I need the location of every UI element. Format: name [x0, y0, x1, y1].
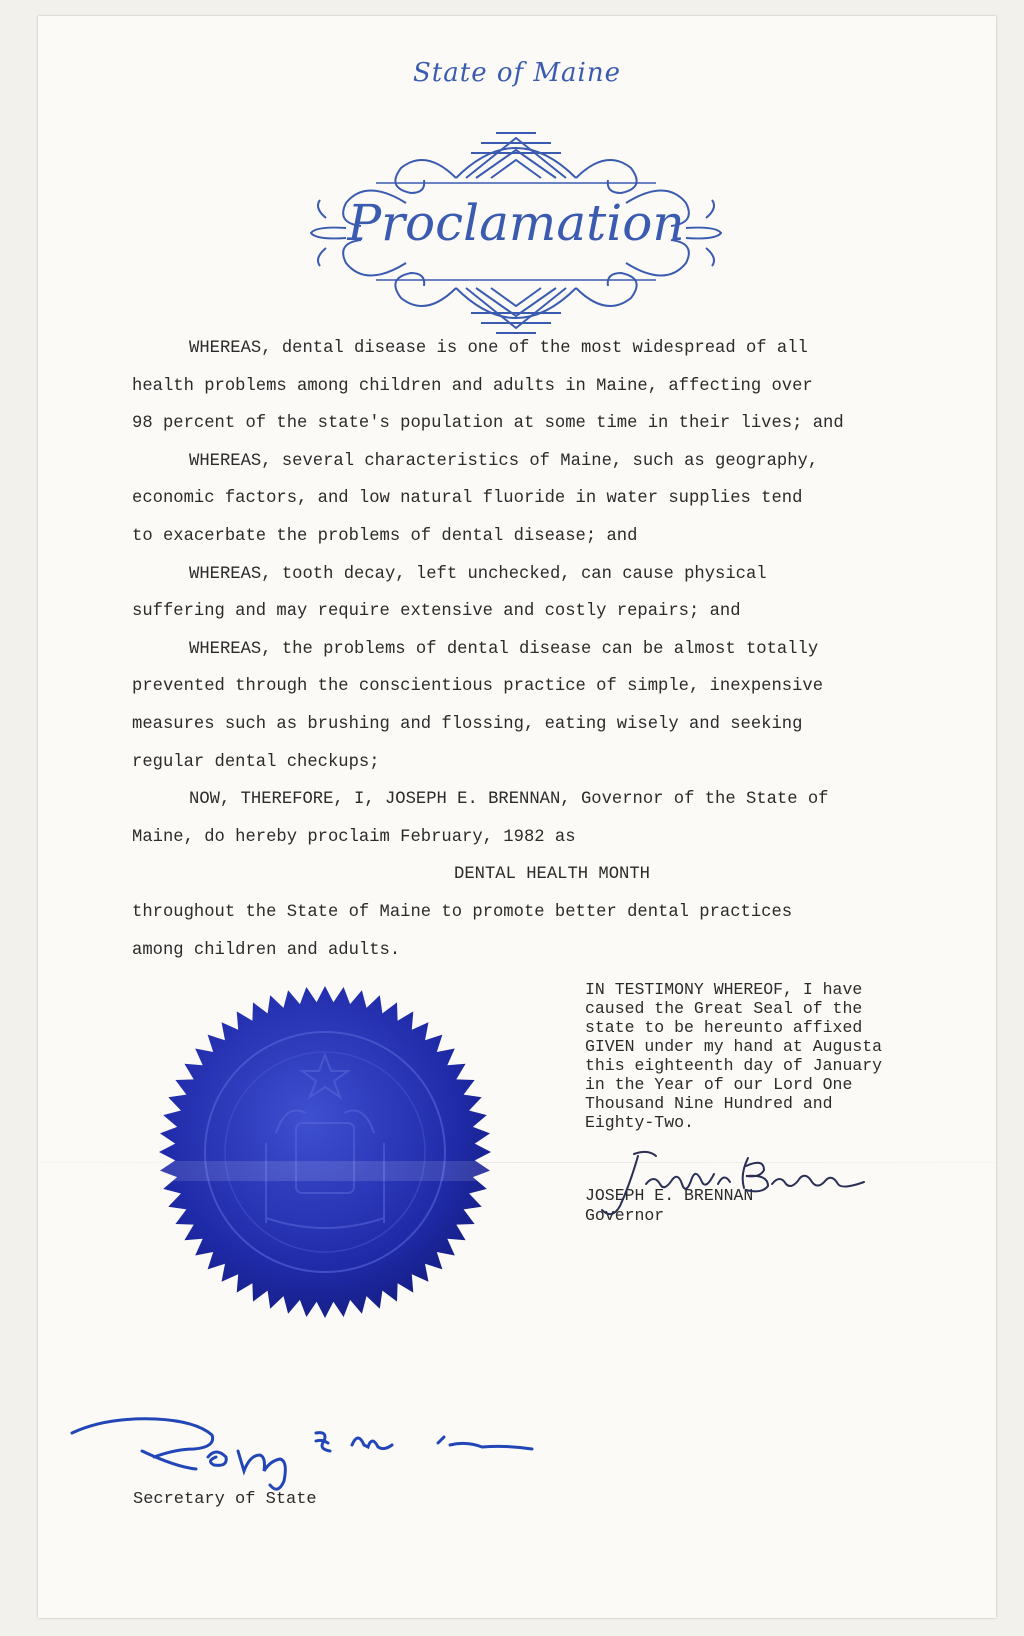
- text-line: regular dental checkups;: [132, 752, 380, 772]
- text-line: prevented through the conscientious practice of simple, inexpensive: [132, 677, 824, 697]
- whereas-paragraph: [132, 631, 972, 781]
- text-line: measures such as brushing and flossing, eating wisely and seeking: [132, 714, 803, 734]
- text-line: Thousand Nine Hundred and: [585, 1094, 833, 1113]
- secretary-title: Secretary of State: [133, 1490, 317, 1509]
- text-line: in the Year of our Lord One: [585, 1075, 853, 1094]
- state-heading: State of Maine: [413, 58, 621, 88]
- proclamation-title: Proclamation: [347, 194, 685, 252]
- text-line: this eighteenth day of January: [585, 1056, 883, 1075]
- proclaimed-title: DENTAL HEALTH MONTH: [454, 865, 650, 885]
- text-line: suffering and may require extensive and costly repairs; and: [132, 602, 741, 622]
- text-line: WHEREAS, the problems of dental disease can be almost totally: [189, 639, 819, 659]
- governor-signature: [568, 1144, 868, 1224]
- text-line: WHEREAS, tooth decay, left unchecked, can cause physical: [189, 564, 767, 584]
- governor-title: Governor: [585, 1206, 665, 1225]
- text-line: IN TESTIMONY WHEREOF, I have: [585, 980, 863, 999]
- closing-paragraph: [132, 894, 972, 969]
- text-line: WHEREAS, dental disease is one of the most widespread of all: [189, 339, 808, 358]
- text-line: caused the Great Seal of the: [585, 999, 863, 1018]
- text-line: throughout the State of Maine to promote better dental practices: [132, 902, 793, 922]
- proclamation-document: [38, 16, 996, 1618]
- whereas-paragraph: [132, 443, 972, 556]
- testimony-block: [585, 980, 965, 1132]
- governor-name: JOSEPH E. BRENNAN: [585, 1186, 754, 1205]
- text-line: 98 percent of the state's population at some time in their lives; and: [132, 414, 844, 434]
- text-line: NOW, THEREFORE, I, JOSEPH E. BRENNAN, Governor of the State of: [189, 790, 829, 810]
- text-line: GIVEN under my hand at Augusta: [585, 1037, 883, 1056]
- therefore-paragraph: [132, 781, 972, 856]
- text-line: health problems among children and adults in Maine, affecting over: [132, 376, 813, 396]
- whereas-paragraph: [132, 556, 972, 631]
- great-seal: [156, 983, 494, 1321]
- text-line: to exacerbate the problems of dental disease; and: [132, 526, 638, 546]
- text-line: Maine, do hereby proclaim February, 1982 as: [132, 827, 576, 847]
- text-line: WHEREAS, several characteristics of Maine, such as geography,: [189, 451, 819, 471]
- text-line: among children and adults.: [132, 940, 401, 960]
- text-line: state to be hereunto affixed: [585, 1018, 863, 1037]
- text-line: Eighty-Two.: [585, 1113, 694, 1132]
- secretary-signature: [66, 1411, 566, 1501]
- whereas-paragraph: [132, 330, 972, 443]
- proclamation-body: [132, 330, 972, 969]
- text-line: economic factors, and low natural fluoride in water supplies tend: [132, 489, 803, 509]
